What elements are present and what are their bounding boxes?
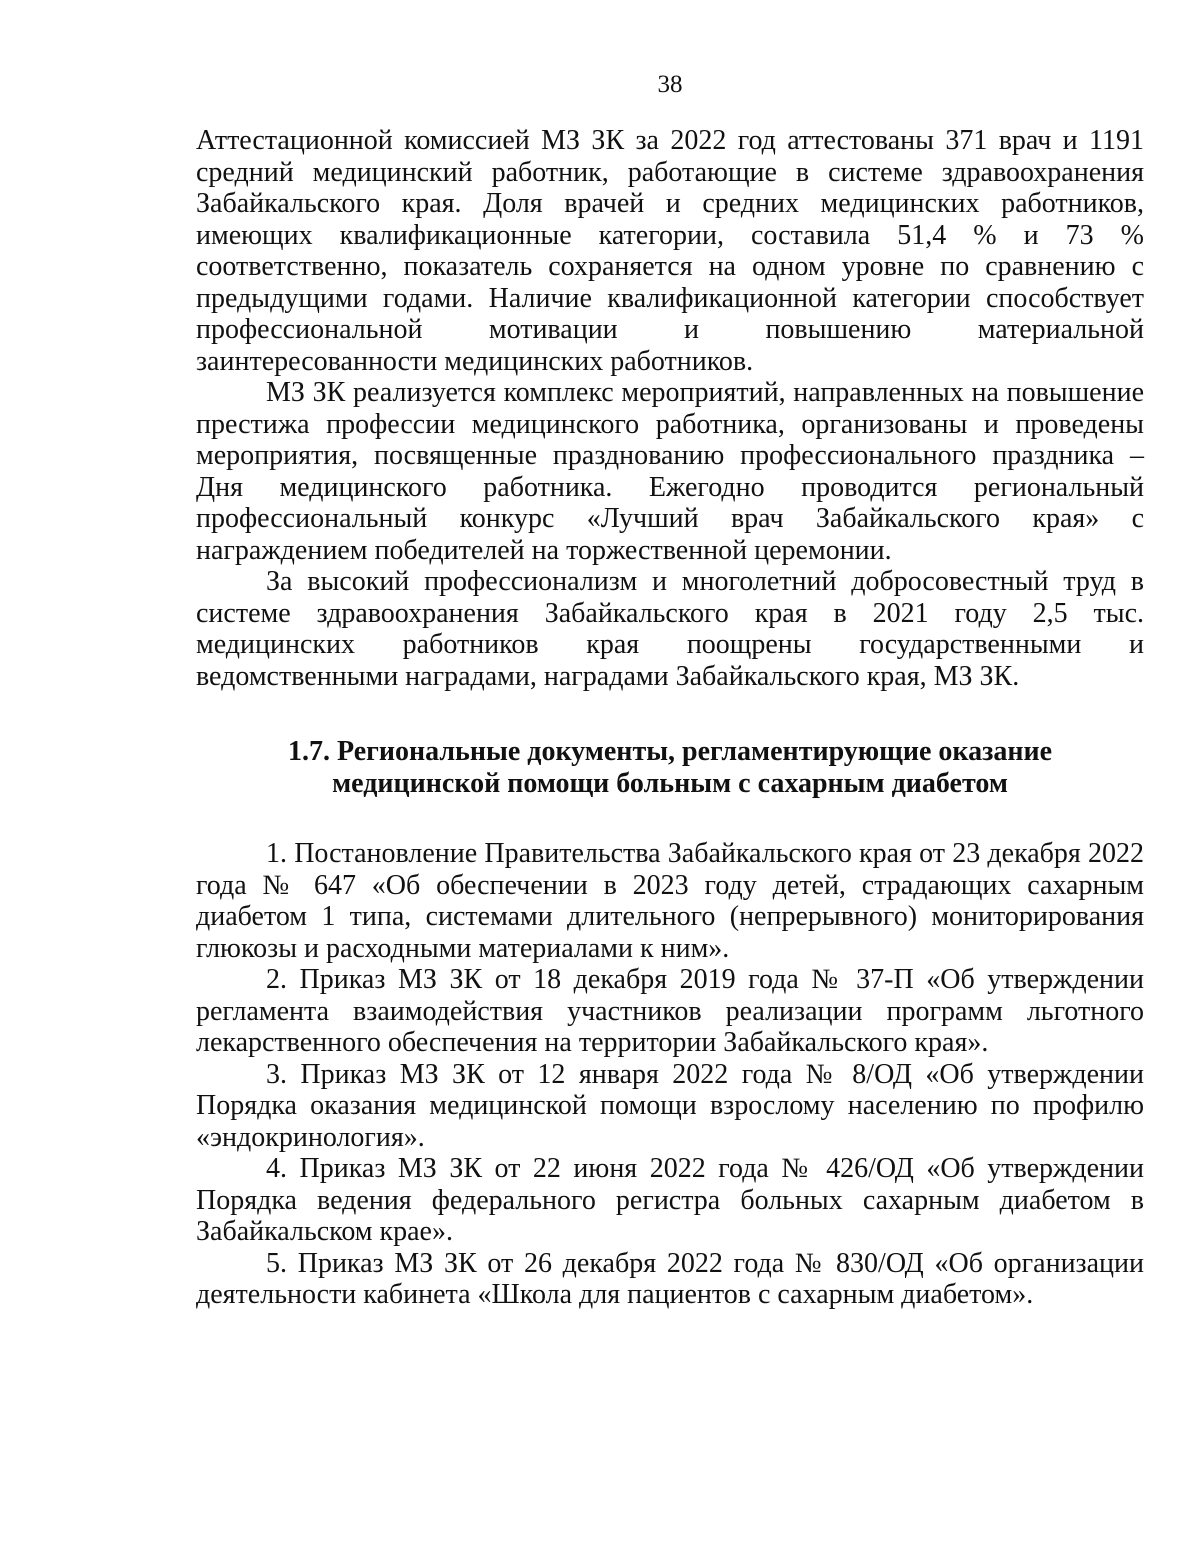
document-list-item: 2. Приказ МЗ ЗК от 18 декабря 2019 года № 37-П «Об утверждении регламента взаимодействия участников реализации программ льготного лекарственного обеспечения на территории Забайкальского края».	[196, 964, 1144, 1058]
document-list-item: 4. Приказ МЗ ЗК от 22 июня 2022 года № 426/ОД «Об утверждении Порядка ведения федерального регистра больных сахарным диабетом в Забайкальском крае».	[196, 1153, 1144, 1247]
page-number: 38	[657, 71, 683, 98]
document-list-item: 5. Приказ МЗ ЗК от 26 декабря 2022 года № 830/ОД «Об организации деятельности кабинета «Школа для пациентов с сахарным диабетом».	[196, 1247, 1144, 1310]
document-list-item: 3. Приказ МЗ ЗК от 12 января 2022 года № 8/ОД «Об утверждении Порядка оказания медицинской помощи взрослому населению по профилю «эндокринология».	[196, 1058, 1144, 1153]
paragraph-prestige-measures: МЗ ЗК реализуется комплекс мероприятий, направленных на повышение престижа профессии медицинского работника, организованы и проведены мероприятия, посвященные празднованию профессионального праздника – Дня медицинского работника. Ежегодно проводится региональный профессиональный конкурс «Лучший врач Забайкальского края» с награждением победителей на торжественной церемонии.	[196, 377, 1144, 566]
section-heading-line-2: медицинской помощи больным с сахарным диабетом	[332, 767, 1008, 799]
paragraph-awards: За высокий профессионализм и многолетний добросовестный труд в системе здравоохранения Забайкальского края в 2021 году 2,5 тыс. медицинских работников края поощрены государственными и ведомственными наградами, наградами Забайкальского края, МЗ ЗК.	[196, 566, 1144, 692]
paragraph-attestation: Аттестационной комиссией МЗ ЗК за 2022 год аттестованы 371 врач и 1191 средний медицинский работник, работающие в системе здравоохранения Забайкальского края. Доля врачей и средних медицинских работников, имеющих квалификационные категории, составила 51,4 % и 73 % соответственно, показатель сохраняется на одном уровне по сравнению с предыдущими годами. Наличие квалификационной категории способствует профессиональной мотивации и повышению материальной заинтересованности медицинских работников.	[196, 125, 1144, 377]
document-body	[196, 125, 1144, 1311]
section-heading-line-1: 1.7. Региональные документы, регламентирующие оказание	[287, 736, 1053, 767]
section-heading	[196, 736, 1144, 799]
document-list-item: 1. Постановление Правительства Забайкальского края от 23 декабря 2022 года № 647 «Об обеспечении в 2023 году детей, страдающих сахарным диабетом 1 типа, системами длительного (непрерывного) мониторирования глюкозы и расходными материалами к ним».	[196, 838, 1144, 964]
